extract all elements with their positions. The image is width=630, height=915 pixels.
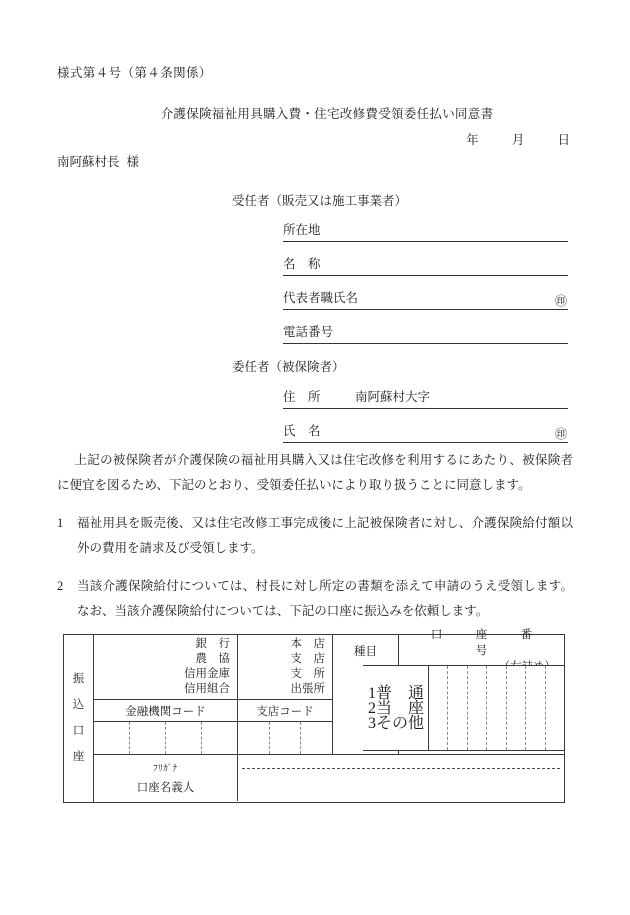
assignee-name-label: 名 称 [283,257,321,271]
institution-type-2[interactable]: 信用金庫 [184,668,230,680]
institution-code-label: 金融機関コード [125,705,206,718]
account-number-header-cell [399,628,566,666]
account-holder-label: 口座名義人 [136,782,195,794]
account-number-header: 口 座 番 号 [430,628,566,657]
branch-type-3[interactable]: 出張所 [290,683,325,695]
branch-type-0[interactable]: 本 店 [290,638,325,650]
institution-type-3[interactable]: 信用組合 [184,683,230,695]
assignee-address-label: 所在地 [283,223,321,237]
account-type-header-cell [333,635,399,666]
branch-code-dividers [238,722,332,754]
account-type-option-1[interactable]: 2当 座 [368,699,425,717]
account-holder-input[interactable] [238,754,564,801]
branch-code-input[interactable] [238,721,333,754]
assignee-name-row[interactable] [283,250,568,276]
institution-type-cell[interactable] [94,635,238,699]
assignor-address-row[interactable] [283,383,568,409]
date-line [466,130,570,148]
addressee-honorific: 様 [126,155,140,169]
institution-type-1[interactable]: 農 協 [195,653,230,665]
addressee-name: 南阿蘇村長 [57,155,120,169]
clause-2-number: 2 [57,579,64,593]
institution-code-label-cell [94,699,238,721]
assignee-address-row[interactable] [283,216,568,242]
account-type-option-2[interactable]: 3その他 [368,714,425,732]
clause-1-text: 福祉用具を販売後、又は住宅改修工事完成後に上記被保険者に対し、介護保険給付額以外の費用を請求及び受領します。 [77,516,573,555]
branch-code-label: 支店コード [256,705,314,718]
institution-type-0[interactable]: 銀 行 [195,638,230,650]
assignor-heading: 委任者（被保険者） [232,360,345,374]
assignor-name-label: 氏 名 [283,424,321,438]
account-number-input[interactable] [429,665,564,751]
consent-paragraph: 上記の被保険者が介護保険の福祉用具購入又は住宅改修を利用するにあたり、被保険者に便宜を図るため、下記のとおり、受領委任払いにより取り扱うことに同意します。 [57,453,573,492]
row-label-char-2: 口 [72,724,85,737]
branch-type-1[interactable]: 支 店 [290,653,325,665]
clause-1-number: 1 [57,516,64,530]
assignee-heading: 受任者（販売又は施工事業者） [232,194,408,208]
date-year-label: 年 [466,133,479,147]
seal-stamp-icon: ㊞ [554,427,567,441]
account-number-dividers [429,666,564,750]
assignee-representative-row[interactable] [283,284,568,310]
bank-table-row-label [64,635,94,802]
assignee-phone-label: 電話番号 [283,325,334,339]
bank-table-row-4 [94,754,564,801]
form-number: 様式第４号（第４条関係） [57,66,212,80]
account-holder-label-cell [94,754,238,801]
account-holder-kana-label: ﾌﾘｶﾞﾅ [153,763,178,773]
branch-type-2[interactable]: 支 所 [290,668,325,680]
row-label-char-3: 座 [72,750,85,763]
assignee-phone-row[interactable] [283,318,568,344]
assignor-name-row[interactable] [283,417,568,443]
institution-code-dividers [94,722,237,754]
clause-2 [57,574,573,624]
addressee [57,152,139,170]
document-title: 介護保険福祉用具購入費・住宅改修費受領委任払い同意書 [160,107,494,121]
institution-code-input[interactable] [94,721,238,754]
branch-type-cell[interactable] [238,635,333,699]
branch-code-label-cell [238,699,333,721]
bank-account-table [63,628,566,803]
row-label-char-1: 込 [72,698,85,711]
clause-1 [57,511,573,561]
assignee-representative-label: 代表者職氏名 [283,291,359,305]
account-type-options-cell[interactable] [363,665,429,751]
assignor-address-label: 住 所 [283,390,321,404]
account-holder-kana-separator [242,768,560,769]
account-type-header: 種目 [354,645,377,658]
date-day-label: 日 [557,133,570,147]
clause-2-text: 当該介護保険給付については、村長に対し所定の書類を添えて申請のうえ受領します。なお、当該介護保険給付については、下記の口座に振込みを依頼します。 [77,579,573,618]
date-month-label: 月 [511,133,525,147]
row-label-char-0: 振 [72,672,85,685]
account-type-option-0[interactable]: 1普 通 [368,684,425,702]
assignor-address-value[interactable]: 南阿蘇村大字 [355,390,431,404]
seal-stamp-icon: ㊞ [554,294,567,308]
